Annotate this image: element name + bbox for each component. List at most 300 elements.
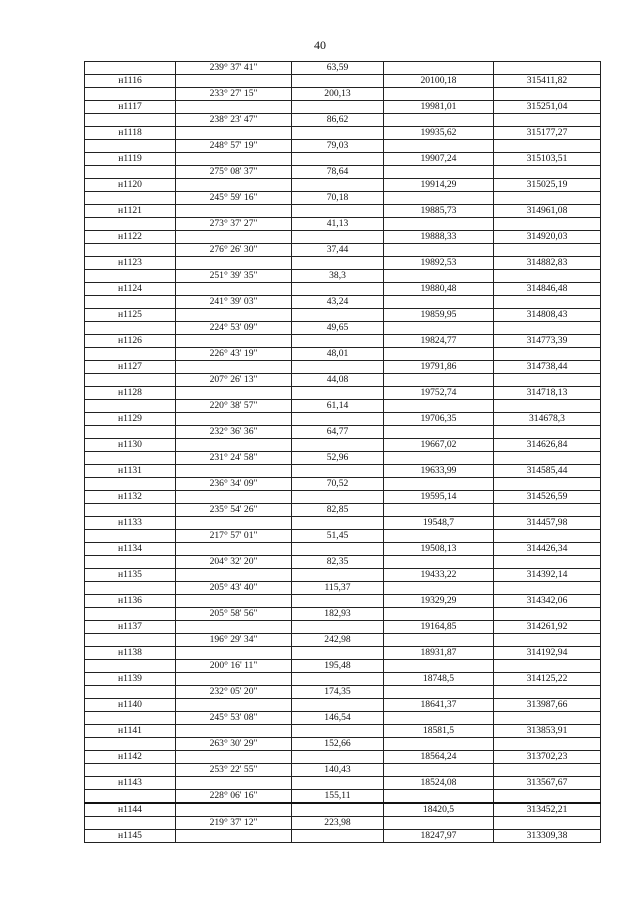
length-cell: 49,65 (292, 322, 384, 335)
point-cell: н1118 (85, 127, 176, 140)
table-row (85, 621, 601, 634)
length-cell (292, 257, 384, 270)
y-coordinate-cell (494, 218, 601, 231)
x-coordinate-cell: 19433,22 (384, 569, 494, 582)
x-coordinate-cell (384, 764, 494, 777)
x-coordinate-cell (384, 556, 494, 569)
point-cell (85, 660, 176, 673)
point-cell (85, 244, 176, 257)
point-cell (85, 686, 176, 699)
table-row (85, 556, 601, 569)
y-coordinate-cell: 314718,13 (494, 387, 601, 400)
bearing-cell: 219° 37' 12" (176, 817, 292, 830)
point-cell (85, 400, 176, 413)
y-coordinate-cell (494, 634, 601, 647)
length-cell (292, 153, 384, 166)
point-cell (85, 817, 176, 830)
table-row (85, 244, 601, 257)
table-row (85, 582, 601, 595)
length-cell: 70,18 (292, 192, 384, 205)
bearing-cell: 217° 57' 01" (176, 530, 292, 543)
bearing-cell: 233° 27' 15" (176, 88, 292, 101)
point-cell: н1120 (85, 179, 176, 192)
point-cell: н1135 (85, 569, 176, 582)
x-coordinate-cell (384, 660, 494, 673)
length-cell (292, 725, 384, 738)
table-row (85, 595, 601, 608)
bearing-cell (176, 777, 292, 790)
x-coordinate-cell (384, 244, 494, 257)
y-coordinate-cell (494, 426, 601, 439)
length-cell (292, 465, 384, 478)
point-cell: н1129 (85, 413, 176, 426)
table-row (85, 764, 601, 777)
x-coordinate-cell (384, 478, 494, 491)
point-cell (85, 608, 176, 621)
point-cell (85, 634, 176, 647)
x-coordinate-cell (384, 114, 494, 127)
table-row (85, 491, 601, 504)
point-cell: н1127 (85, 361, 176, 374)
table-row (85, 725, 601, 738)
table-row (85, 452, 601, 465)
y-coordinate-cell: 314426,34 (494, 543, 601, 556)
point-cell (85, 270, 176, 283)
x-coordinate-cell (384, 270, 494, 283)
table-row (85, 712, 601, 725)
point-cell (85, 374, 176, 387)
bearing-cell (176, 179, 292, 192)
y-coordinate-cell: 313309,38 (494, 830, 601, 843)
table-row (85, 439, 601, 452)
y-coordinate-cell: 315411,82 (494, 75, 601, 88)
table-row (85, 192, 601, 205)
table-row (85, 790, 601, 804)
bearing-cell (176, 595, 292, 608)
length-cell: 174,35 (292, 686, 384, 699)
table-row (85, 114, 601, 127)
length-cell: 41,13 (292, 218, 384, 231)
x-coordinate-cell: 19548,7 (384, 517, 494, 530)
point-cell (85, 114, 176, 127)
point-cell (85, 738, 176, 751)
length-cell: 115,37 (292, 582, 384, 595)
bearing-cell (176, 75, 292, 88)
y-coordinate-cell (494, 322, 601, 335)
table-row (85, 166, 601, 179)
point-cell (85, 426, 176, 439)
table-row (85, 140, 601, 153)
length-cell (292, 647, 384, 660)
x-coordinate-cell (384, 452, 494, 465)
x-coordinate-cell (384, 296, 494, 309)
x-coordinate-cell (384, 608, 494, 621)
table-row (85, 257, 601, 270)
table-row (85, 387, 601, 400)
point-cell: н1125 (85, 309, 176, 322)
length-cell (292, 751, 384, 764)
y-coordinate-cell: 314882,83 (494, 257, 601, 270)
y-coordinate-cell (494, 790, 601, 804)
bearing-cell: 241° 39' 03" (176, 296, 292, 309)
x-coordinate-cell (384, 712, 494, 725)
point-cell (85, 530, 176, 543)
x-coordinate-cell: 19633,99 (384, 465, 494, 478)
bearing-cell: 220° 38' 57" (176, 400, 292, 413)
y-coordinate-cell (494, 660, 601, 673)
table-row (85, 296, 601, 309)
bearing-cell: 275° 08' 37" (176, 166, 292, 179)
y-coordinate-cell (494, 712, 601, 725)
table-row (85, 179, 601, 192)
x-coordinate-cell: 18581,5 (384, 725, 494, 738)
x-coordinate-cell: 19667,02 (384, 439, 494, 452)
length-cell (292, 335, 384, 348)
bearing-cell: 224° 53' 09" (176, 322, 292, 335)
point-cell (85, 218, 176, 231)
point-cell: н1119 (85, 153, 176, 166)
y-coordinate-cell (494, 140, 601, 153)
length-cell: 82,35 (292, 556, 384, 569)
table-row (85, 426, 601, 439)
table-row (85, 530, 601, 543)
bearing-cell (176, 439, 292, 452)
y-coordinate-cell: 313702,23 (494, 751, 601, 764)
bearing-cell: 228° 06' 16" (176, 790, 292, 804)
bearing-cell (176, 335, 292, 348)
length-cell: 140,43 (292, 764, 384, 777)
y-coordinate-cell: 313567,67 (494, 777, 601, 790)
y-coordinate-cell: 314961,08 (494, 205, 601, 218)
x-coordinate-cell (384, 817, 494, 830)
y-coordinate-cell (494, 348, 601, 361)
length-cell: 38,3 (292, 270, 384, 283)
point-cell (85, 296, 176, 309)
y-coordinate-cell (494, 686, 601, 699)
y-coordinate-cell (494, 374, 601, 387)
point-cell: н1130 (85, 439, 176, 452)
x-coordinate-cell: 19791,86 (384, 361, 494, 374)
length-cell (292, 803, 384, 817)
x-coordinate-cell (384, 166, 494, 179)
y-coordinate-cell (494, 88, 601, 101)
coordinates-table-body (85, 62, 601, 843)
x-coordinate-cell (384, 348, 494, 361)
bearing-cell (176, 543, 292, 556)
point-cell (85, 712, 176, 725)
length-cell (292, 439, 384, 452)
x-coordinate-cell (384, 634, 494, 647)
y-coordinate-cell: 313853,91 (494, 725, 601, 738)
point-cell (85, 322, 176, 335)
x-coordinate-cell: 18931,87 (384, 647, 494, 660)
bearing-cell (176, 751, 292, 764)
x-coordinate-cell: 19595,14 (384, 491, 494, 504)
bearing-cell: 205° 43' 40" (176, 582, 292, 595)
x-coordinate-cell: 20100,18 (384, 75, 494, 88)
bearing-cell: 239° 37' 41" (176, 62, 292, 75)
x-coordinate-cell (384, 686, 494, 699)
table-row (85, 699, 601, 712)
bearing-cell (176, 621, 292, 634)
length-cell (292, 283, 384, 296)
x-coordinate-cell: 18524,08 (384, 777, 494, 790)
point-cell (85, 478, 176, 491)
table-row (85, 231, 601, 244)
length-cell: 200,13 (292, 88, 384, 101)
x-coordinate-cell: 19164,85 (384, 621, 494, 634)
x-coordinate-cell: 18420,5 (384, 803, 494, 817)
x-coordinate-cell: 19706,35 (384, 413, 494, 426)
x-coordinate-cell (384, 192, 494, 205)
point-cell (85, 582, 176, 595)
bearing-cell: 204° 32' 20" (176, 556, 292, 569)
table-row (85, 478, 601, 491)
bearing-cell: 200° 16' 11" (176, 660, 292, 673)
y-coordinate-cell: 315025,19 (494, 179, 601, 192)
y-coordinate-cell: 314738,44 (494, 361, 601, 374)
x-coordinate-cell (384, 738, 494, 751)
x-coordinate-cell: 19329,29 (384, 595, 494, 608)
bearing-cell (176, 205, 292, 218)
length-cell: 70,52 (292, 478, 384, 491)
point-cell: н1143 (85, 777, 176, 790)
x-coordinate-cell: 19880,48 (384, 283, 494, 296)
y-coordinate-cell (494, 452, 601, 465)
bearing-cell: 196° 29' 34" (176, 634, 292, 647)
bearing-cell (176, 517, 292, 530)
y-coordinate-cell (494, 62, 601, 75)
point-cell: н1126 (85, 335, 176, 348)
y-coordinate-cell: 314846,48 (494, 283, 601, 296)
x-coordinate-cell (384, 582, 494, 595)
y-coordinate-cell (494, 166, 601, 179)
bearing-cell (176, 725, 292, 738)
point-cell: н1124 (85, 283, 176, 296)
length-cell: 61,14 (292, 400, 384, 413)
bearing-cell (176, 101, 292, 114)
bearing-cell (176, 153, 292, 166)
length-cell: 182,93 (292, 608, 384, 621)
length-cell (292, 830, 384, 843)
bearing-cell (176, 231, 292, 244)
length-cell: 86,62 (292, 114, 384, 127)
table-row (85, 504, 601, 517)
x-coordinate-cell: 19885,73 (384, 205, 494, 218)
y-coordinate-cell: 314920,03 (494, 231, 601, 244)
point-cell: н1141 (85, 725, 176, 738)
y-coordinate-cell (494, 504, 601, 517)
y-coordinate-cell (494, 400, 601, 413)
point-cell: н1117 (85, 101, 176, 114)
bearing-cell: 273° 37' 27" (176, 218, 292, 231)
x-coordinate-cell (384, 88, 494, 101)
length-cell (292, 127, 384, 140)
point-cell (85, 166, 176, 179)
y-coordinate-cell: 313987,66 (494, 699, 601, 712)
bearing-cell (176, 465, 292, 478)
length-cell (292, 387, 384, 400)
bearing-cell: 253° 22' 55" (176, 764, 292, 777)
y-coordinate-cell: 314773,39 (494, 335, 601, 348)
x-coordinate-cell (384, 374, 494, 387)
length-cell: 79,03 (292, 140, 384, 153)
y-coordinate-cell: 314526,59 (494, 491, 601, 504)
bearing-cell: 248° 57' 19" (176, 140, 292, 153)
bearing-cell: 238° 23' 47" (176, 114, 292, 127)
y-coordinate-cell: 315103,51 (494, 153, 601, 166)
table-row (85, 205, 601, 218)
bearing-cell (176, 569, 292, 582)
bearing-cell: 276° 26' 30" (176, 244, 292, 257)
table-row (85, 348, 601, 361)
y-coordinate-cell (494, 764, 601, 777)
table-row (85, 543, 601, 556)
x-coordinate-cell: 19935,62 (384, 127, 494, 140)
bearing-cell: 245° 53' 08" (176, 712, 292, 725)
table-row (85, 75, 601, 88)
point-cell: н1136 (85, 595, 176, 608)
table-row (85, 400, 601, 413)
point-cell (85, 556, 176, 569)
length-cell (292, 205, 384, 218)
length-cell (292, 101, 384, 114)
length-cell: 52,96 (292, 452, 384, 465)
table-row (85, 803, 601, 817)
table-row (85, 88, 601, 101)
point-cell: н1133 (85, 517, 176, 530)
bearing-cell: 235° 54' 26" (176, 504, 292, 517)
table-row (85, 647, 601, 660)
bearing-cell (176, 257, 292, 270)
y-coordinate-cell (494, 530, 601, 543)
x-coordinate-cell: 19752,74 (384, 387, 494, 400)
x-coordinate-cell: 19892,53 (384, 257, 494, 270)
table-row (85, 335, 601, 348)
table-row (85, 465, 601, 478)
bearing-cell (176, 647, 292, 660)
bearing-cell: 236° 34' 09" (176, 478, 292, 491)
bearing-cell: 232° 36' 36" (176, 426, 292, 439)
coordinates-table (84, 61, 601, 843)
y-coordinate-cell: 314192,94 (494, 647, 601, 660)
point-cell (85, 452, 176, 465)
bearing-cell (176, 127, 292, 140)
length-cell: 82,85 (292, 504, 384, 517)
table-row (85, 517, 601, 530)
table-row (85, 283, 601, 296)
table-row (85, 634, 601, 647)
point-cell (85, 504, 176, 517)
y-coordinate-cell: 314457,98 (494, 517, 601, 530)
y-coordinate-cell (494, 192, 601, 205)
page-number: 40 (314, 38, 326, 52)
point-cell (85, 348, 176, 361)
y-coordinate-cell: 314261,92 (494, 621, 601, 634)
bearing-cell (176, 830, 292, 843)
x-coordinate-cell: 19981,01 (384, 101, 494, 114)
table-row (85, 830, 601, 843)
length-cell (292, 413, 384, 426)
y-coordinate-cell (494, 478, 601, 491)
x-coordinate-cell (384, 530, 494, 543)
y-coordinate-cell: 314392,14 (494, 569, 601, 582)
length-cell: 155,11 (292, 790, 384, 804)
point-cell: н1122 (85, 231, 176, 244)
length-cell: 44,08 (292, 374, 384, 387)
table-row (85, 62, 601, 75)
table-row (85, 413, 601, 426)
length-cell (292, 621, 384, 634)
bearing-cell: 245° 59' 16" (176, 192, 292, 205)
table-row (85, 218, 601, 231)
length-cell: 37,44 (292, 244, 384, 257)
table-row (85, 374, 601, 387)
length-cell: 146,54 (292, 712, 384, 725)
point-cell: н1121 (85, 205, 176, 218)
table-row (85, 127, 601, 140)
y-coordinate-cell: 315251,04 (494, 101, 601, 114)
table-row (85, 309, 601, 322)
point-cell (85, 764, 176, 777)
bearing-cell (176, 413, 292, 426)
length-cell (292, 491, 384, 504)
bearing-cell: 231° 24' 58" (176, 452, 292, 465)
x-coordinate-cell: 18247,97 (384, 830, 494, 843)
y-coordinate-cell: 314678,3 (494, 413, 601, 426)
table-row (85, 608, 601, 621)
point-cell: н1138 (85, 647, 176, 660)
y-coordinate-cell (494, 608, 601, 621)
x-coordinate-cell (384, 140, 494, 153)
length-cell: 195,48 (292, 660, 384, 673)
point-cell: н1140 (85, 699, 176, 712)
table-row (85, 153, 601, 166)
table-row (85, 738, 601, 751)
table-row (85, 361, 601, 374)
point-cell (85, 790, 176, 804)
point-cell (85, 140, 176, 153)
x-coordinate-cell (384, 218, 494, 231)
length-cell: 64,77 (292, 426, 384, 439)
y-coordinate-cell: 314125,22 (494, 673, 601, 686)
y-coordinate-cell (494, 244, 601, 257)
x-coordinate-cell: 18641,37 (384, 699, 494, 712)
bearing-cell (176, 309, 292, 322)
x-coordinate-cell (384, 400, 494, 413)
point-cell: н1128 (85, 387, 176, 400)
point-cell: н1144 (85, 803, 176, 817)
bearing-cell (176, 283, 292, 296)
table-row (85, 569, 601, 582)
table-row (85, 322, 601, 335)
bearing-cell: 263° 30' 29" (176, 738, 292, 751)
table-row (85, 660, 601, 673)
y-coordinate-cell: 313452,21 (494, 803, 601, 817)
y-coordinate-cell (494, 817, 601, 830)
length-cell: 43,24 (292, 296, 384, 309)
length-cell: 242,98 (292, 634, 384, 647)
length-cell (292, 361, 384, 374)
y-coordinate-cell: 314342,06 (494, 595, 601, 608)
length-cell: 223,98 (292, 817, 384, 830)
bearing-cell: 205° 58' 56" (176, 608, 292, 621)
length-cell (292, 569, 384, 582)
length-cell: 152,66 (292, 738, 384, 751)
y-coordinate-cell (494, 270, 601, 283)
x-coordinate-cell (384, 62, 494, 75)
point-cell (85, 88, 176, 101)
